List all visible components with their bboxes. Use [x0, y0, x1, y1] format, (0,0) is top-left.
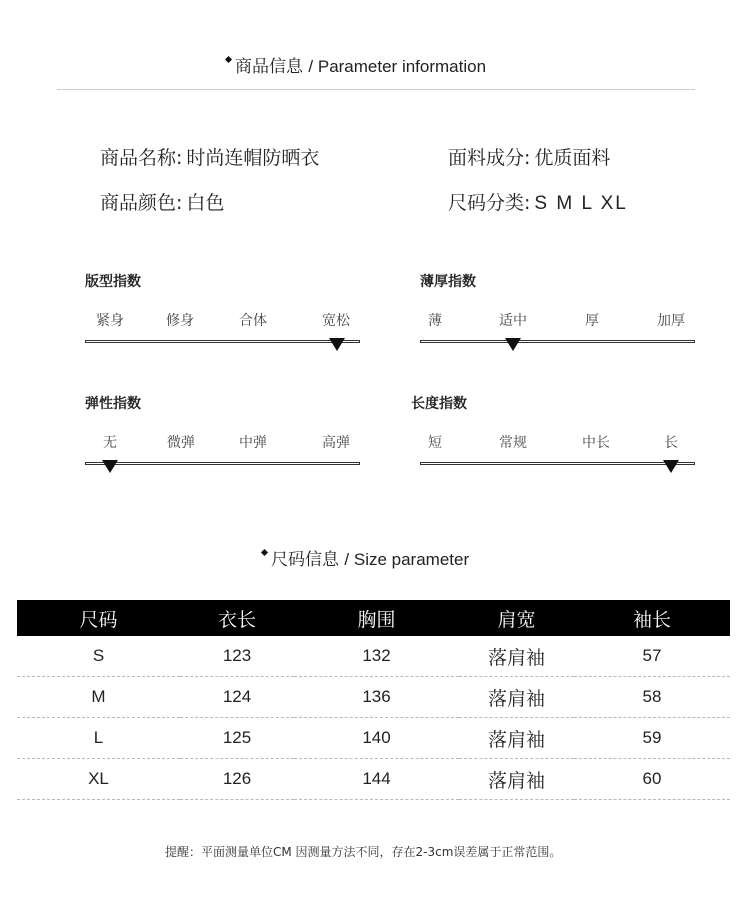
thickness-index-label: 薄	[428, 313, 442, 329]
fit-index-label: 宽松	[322, 313, 350, 329]
length-index-marker-icon	[663, 460, 679, 473]
parameter-title-cn: 商品信息	[235, 57, 303, 77]
cell-length: 124	[180, 677, 294, 718]
thickness-index-label: 厚	[585, 313, 599, 329]
cell-size: S	[17, 636, 180, 677]
cell-sleeve: 60	[574, 759, 730, 800]
elasticity-index-label: 中弹	[239, 435, 267, 451]
cell-length: 125	[180, 718, 294, 759]
table-row	[17, 677, 730, 718]
size-table-header-row	[17, 600, 730, 636]
fabric-row	[448, 143, 610, 170]
thickness-index-label: 适中	[499, 313, 527, 329]
fit-index-title: 版型指数	[85, 274, 141, 290]
product-name-row	[100, 143, 319, 170]
cell-shoulder: 落肩袖	[459, 677, 574, 718]
product-name-label: 商品名称:	[100, 147, 183, 169]
header-sleeve: 袖长	[574, 600, 730, 636]
fit-index-track	[85, 340, 360, 343]
header-size: 尺码	[17, 600, 180, 636]
table-row	[17, 636, 730, 677]
length-index-label: 短	[428, 435, 442, 451]
parameter-title-en: / Parameter information	[308, 57, 487, 76]
cell-shoulder: 落肩袖	[459, 759, 574, 800]
header-chest: 胸围	[294, 600, 459, 636]
header-shoulder: 肩宽	[459, 600, 574, 636]
cell-shoulder: 落肩袖	[459, 636, 574, 677]
size-title-cn: 尺码信息	[271, 550, 339, 570]
color-value: 白色	[186, 192, 225, 214]
size-table	[17, 600, 730, 800]
thickness-index-track	[420, 340, 695, 343]
length-index-title: 长度指数	[411, 396, 467, 412]
cell-chest: 144	[294, 759, 459, 800]
thickness-index-marker-icon	[505, 338, 521, 351]
fit-index-label: 修身	[166, 313, 194, 329]
parameter-section-title	[226, 52, 486, 77]
thickness-index-title: 薄厚指数	[420, 274, 476, 290]
size-class-value: S M L XL	[534, 193, 628, 214]
color-label: 商品颜色:	[100, 192, 183, 214]
fabric-value: 优质面料	[534, 147, 611, 169]
table-row	[17, 759, 730, 800]
thickness-index-label: 加厚	[657, 313, 685, 329]
cell-chest: 132	[294, 636, 459, 677]
elasticity-index-track	[85, 462, 360, 465]
diamond-bullet-icon	[225, 56, 232, 63]
header-length: 衣长	[180, 600, 294, 636]
product-name-value: 时尚连帽防晒衣	[186, 147, 320, 169]
measurement-note: 提醒：平面测量单位CM 因测量方法不同，存在2-3cm误差属于正常范围。	[165, 845, 562, 859]
size-title-en: / Size parameter	[344, 550, 470, 569]
elasticity-index-label: 无	[103, 435, 117, 451]
elasticity-index-title: 弹性指数	[85, 396, 141, 412]
cell-length: 126	[180, 759, 294, 800]
cell-size: M	[17, 677, 180, 718]
fabric-label: 面料成分:	[448, 147, 531, 169]
diamond-bullet-icon	[261, 549, 268, 556]
cell-size: L	[17, 718, 180, 759]
size-section-title	[262, 545, 469, 570]
cell-shoulder: 落肩袖	[459, 718, 574, 759]
cell-chest: 140	[294, 718, 459, 759]
fit-index-label: 紧身	[96, 313, 124, 329]
cell-chest: 136	[294, 677, 459, 718]
elasticity-index-label: 微弹	[167, 435, 195, 451]
size-class-row	[448, 188, 628, 215]
elasticity-index-marker-icon	[102, 460, 118, 473]
color-row	[100, 188, 224, 215]
fit-index-marker-icon	[329, 338, 345, 351]
cell-size: XL	[17, 759, 180, 800]
length-index-label: 常规	[499, 435, 527, 451]
length-index-track	[420, 462, 695, 465]
cell-sleeve: 58	[574, 677, 730, 718]
cell-sleeve: 59	[574, 718, 730, 759]
table-row	[17, 718, 730, 759]
length-index-label: 中长	[582, 435, 610, 451]
elasticity-index-label: 高弹	[322, 435, 350, 451]
fit-index-label: 合体	[239, 313, 267, 329]
cell-sleeve: 57	[574, 636, 730, 677]
length-index-label: 长	[664, 435, 678, 451]
parameter-divider	[57, 89, 695, 90]
cell-length: 123	[180, 636, 294, 677]
size-class-label: 尺码分类:	[448, 192, 531, 214]
